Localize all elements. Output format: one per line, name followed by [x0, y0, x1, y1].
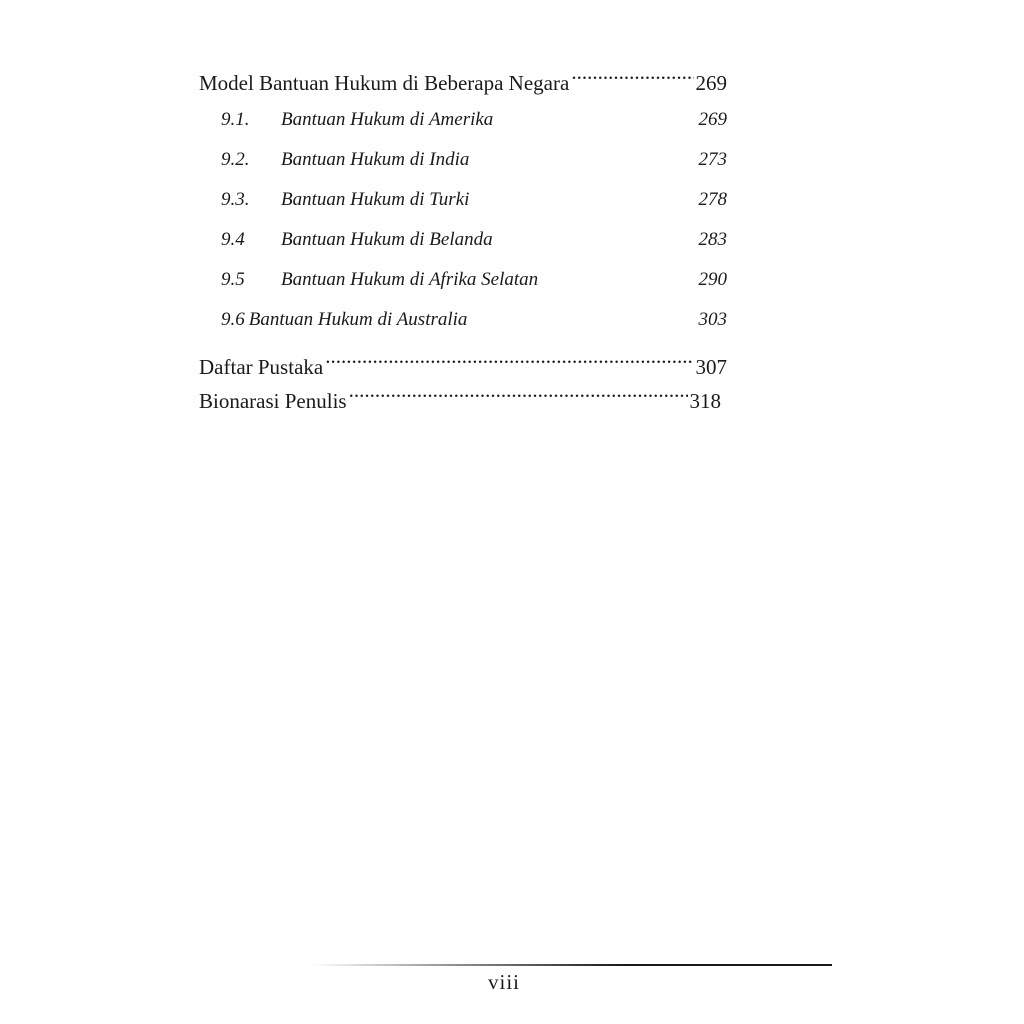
toc-entry-title: Bantuan Hukum di Australia	[248, 309, 468, 330]
section-spacer	[199, 340, 727, 350]
section-number: 9.1.	[221, 109, 250, 130]
toc-entry-page: 283	[698, 229, 727, 250]
toc-entry-title: Bantuan Hukum di Turki	[281, 189, 470, 210]
toc-entry-title: Bantuan Hukum di Belanda	[281, 229, 493, 250]
section-number: 9.4	[221, 229, 245, 250]
toc-entry-title: Bantuan Hukum di India	[281, 149, 470, 170]
toc-entry-back-matter	[199, 350, 727, 384]
toc-entry-section	[199, 100, 727, 140]
toc-entry-title: Bantuan Hukum di Afrika Selatan	[281, 269, 539, 290]
toc-entry-section	[199, 260, 727, 300]
toc-entry-section	[199, 300, 727, 340]
toc-entry-section	[199, 220, 727, 260]
toc-entry-back-matter	[199, 384, 721, 418]
toc-entry-title: Bionarasi Penulis	[199, 389, 347, 413]
dot-leader	[471, 154, 696, 165]
section-number: 9.3.	[221, 189, 250, 210]
dot-leader	[325, 353, 693, 374]
page-number: viii	[487, 970, 520, 994]
toc-entry-title: Daftar Pustaka	[199, 355, 324, 379]
section-number: 9.5	[221, 269, 245, 290]
toc-entry-page: 318	[689, 389, 721, 413]
dot-leader	[495, 114, 696, 125]
dot-leader	[471, 194, 696, 205]
toc-entry-page: 273	[698, 149, 727, 170]
toc-entry-page: 269	[695, 71, 727, 95]
toc-entry-page: 303	[698, 309, 727, 330]
toc-entry-section	[199, 140, 727, 180]
toc-entry-page: 307	[695, 355, 727, 379]
dot-leader	[349, 387, 688, 408]
toc-entry-title: Model Bantuan Hukum di Beberapa Negara	[199, 71, 570, 95]
toc-entry-page: 269	[698, 109, 727, 130]
toc-entry-title: Bantuan Hukum di Amerika	[281, 109, 494, 130]
dot-leader	[571, 69, 693, 90]
table-of-contents	[199, 66, 727, 418]
dot-leader	[495, 234, 697, 245]
section-number: 9.6	[221, 309, 245, 330]
section-number: 9.2.	[221, 149, 250, 170]
toc-entry-page: 278	[698, 189, 727, 210]
toc-entry-page: 290	[698, 269, 727, 290]
footer-rule	[310, 964, 832, 966]
toc-entry-chapter	[199, 66, 727, 100]
dot-leader	[540, 274, 696, 285]
toc-entry-section	[199, 180, 727, 220]
dot-leader	[469, 314, 696, 325]
